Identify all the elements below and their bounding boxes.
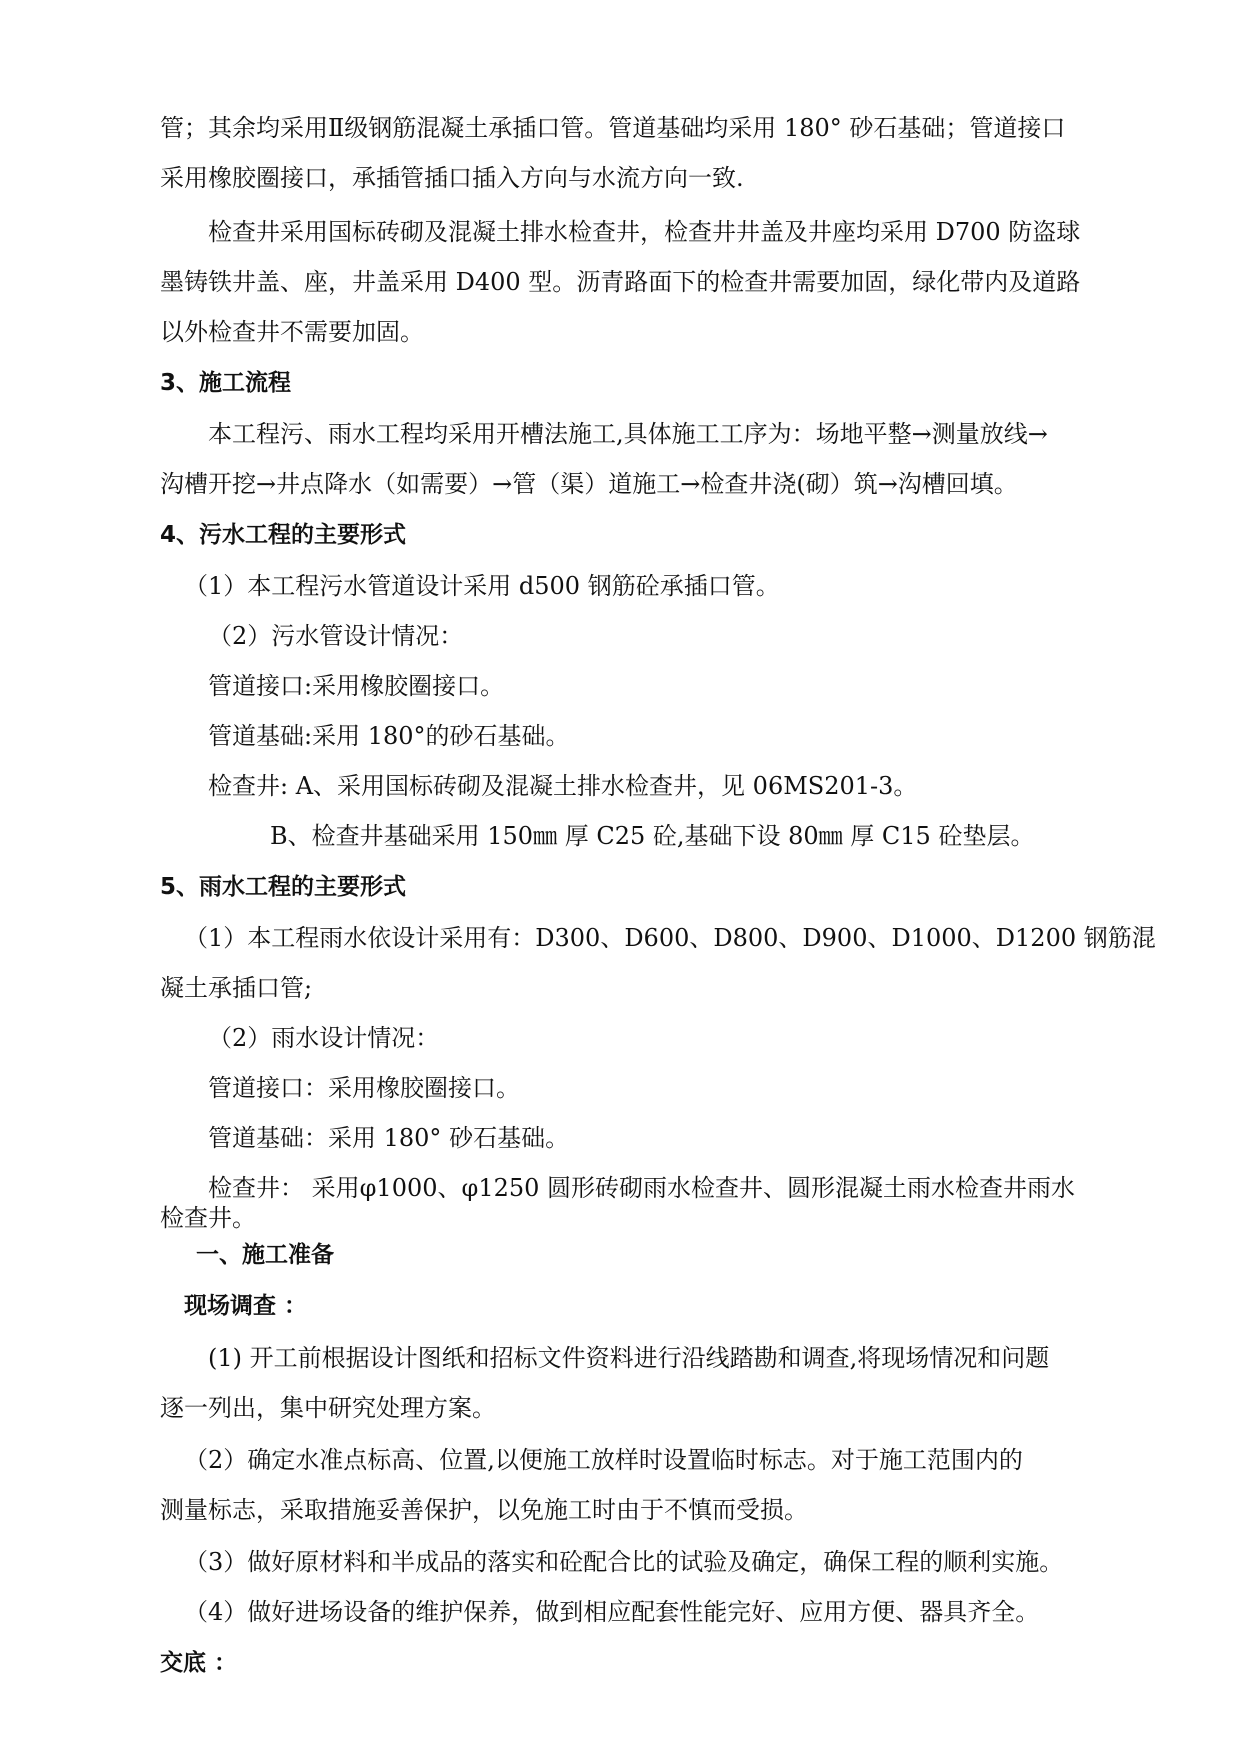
body-text: 管；其余均采用Ⅱ级钢筋混凝土承插口管。管道基础均采用 180° 砂石基础；管道接口 (160, 114, 1066, 142)
body-text: (1) 开工前根据设计图纸和招标文件资料进行沿线踏勘和调查,将现场情况和问题 (208, 1344, 1050, 1372)
body-text: 管道接口：采用橡胶圈接口。 (208, 1074, 520, 1102)
body-text: （2）雨水设计情况： (208, 1024, 440, 1052)
body-text: 检查井。 (160, 1204, 256, 1232)
section-heading: 4、污水工程的主要形式 (160, 522, 407, 548)
subsection-heading: 现场调查 ： (184, 1293, 308, 1319)
section-heading: 5、雨水工程的主要形式 (160, 874, 407, 900)
body-text: 逐一列出，集中研究处理方案。 (160, 1394, 496, 1422)
body-text: 凝土承插口管; (160, 974, 313, 1002)
body-text: （2）确定水准点标高、位置,以便施工放样时设置临时标志。对于施工范围内的 (184, 1446, 1023, 1474)
body-text: 检查井: A、采用国标砖砌及混凝土排水检查井，见 06MS201-3。 (208, 772, 918, 800)
body-text: 采用橡胶圈接口，承插管插口插入方向与水流方向一致. (160, 164, 744, 192)
body-text: 检查井采用国标砖砌及混凝土排水检查井，检查井井盖及井座均采用 D700 防盗球 (208, 218, 1081, 246)
body-text: （2）污水管设计情况： (208, 622, 464, 650)
subsection-heading: 交底 ： (160, 1650, 238, 1676)
body-text: 测量标志，采取措施妥善保护，以免施工时由于不慎而受损。 (160, 1496, 808, 1524)
body-text: 管道基础：采用 180° 砂石基础。 (208, 1124, 570, 1152)
section-heading: 3、施工流程 (160, 370, 292, 396)
body-text: 以外检查井不需要加固。 (160, 318, 424, 346)
chapter-heading: 一、施工准备 (196, 1242, 334, 1268)
body-text: B、检查井基础采用 150㎜ 厚 C25 砼,基础下设 80㎜ 厚 C15 砼垫层。 (270, 822, 1035, 850)
body-text: （4）做好进场设备的维护保养，做到相应配套性能完好、应用方便、器具齐全。 (184, 1598, 1040, 1626)
body-text: 检查井： 采用φ1000、φ1250 圆形砖砌雨水检查井、圆形混凝土雨水检查井雨水 (208, 1174, 1076, 1202)
body-text: 管道接口:采用橡胶圈接口。 (208, 672, 505, 700)
body-text: 本工程污、雨水工程均采用开槽法施工,具体施工工序为：场地平整→测量放线→ (208, 420, 1048, 448)
body-text: （3）做好原材料和半成品的落实和砼配合比的试验及确定，确保工程的顺利实施。 (184, 1548, 1064, 1576)
body-text: （1）本工程雨水依设计采用有：D300、D600、D800、D900、D1000、D1200 钢筋混 (184, 924, 1156, 952)
body-text: （1）本工程污水管道设计采用 d500 钢筋砼承插口管。 (184, 572, 780, 600)
body-text: 沟槽开挖→井点降水（如需要）→管（渠）道施工→检查井浇(砌）筑→沟槽回填。 (160, 470, 1018, 498)
body-text: 墨铸铁井盖、座，井盖采用 D400 型。沥青路面下的检查井需要加固，绿化带内及道路 (160, 268, 1081, 296)
body-text: 管道基础:采用 180°的砂石基础。 (208, 722, 570, 750)
